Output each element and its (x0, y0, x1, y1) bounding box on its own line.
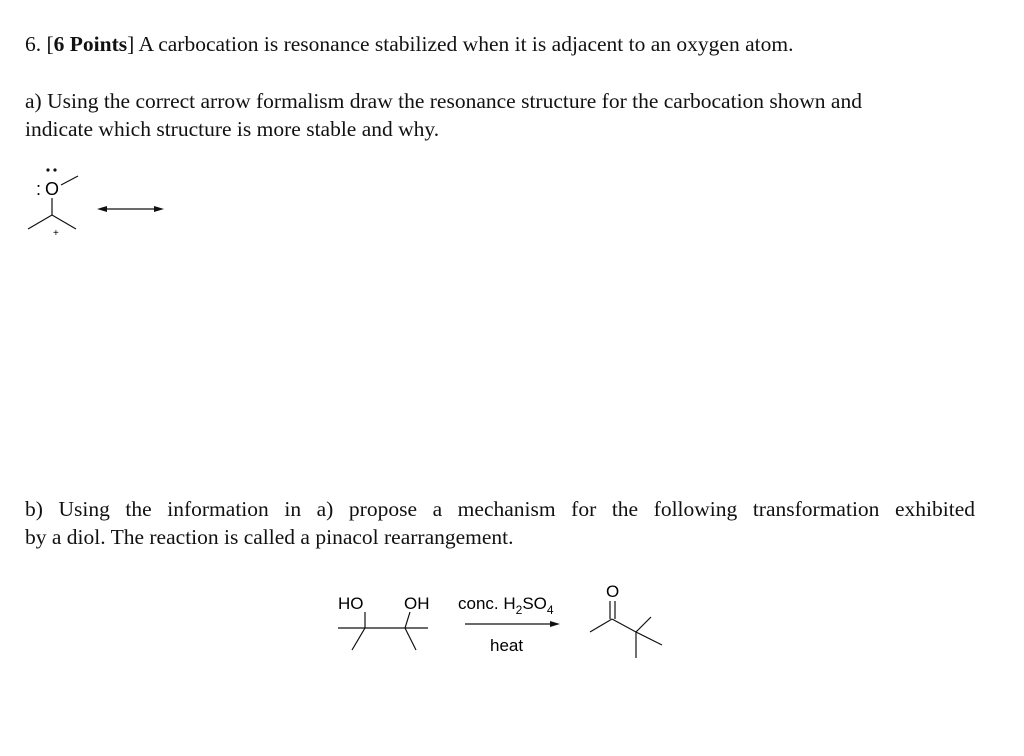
product-tbu-methyl-right (636, 632, 662, 645)
reagent-subscript-2: 2 (515, 603, 523, 617)
product-tbu-methyl-up (636, 617, 651, 632)
reaction-arrow-head (550, 621, 560, 627)
question-number: 6. (25, 32, 42, 56)
product-carbonyl-to-quaternary (612, 619, 636, 632)
reagent-label (458, 594, 554, 617)
part-a-line-1: a) Using the correct arrow formalism draw the resonance structure for the carbocation shown and (25, 89, 862, 113)
question-intro: A carbocation is resonance stabilized when it is adjacent to an oxygen atom. (138, 32, 794, 56)
question-header: 6. [6 Points] A carbocation is resonance stabilized when it is adjacent to an oxygen atom. (25, 32, 794, 56)
reactant-oh-label: OH (404, 594, 430, 613)
oxygen-lone-pair-left: : (36, 179, 42, 199)
oxygen-atom: O (45, 179, 60, 199)
reactant-ho-label: HO (338, 594, 364, 613)
part-a-line-2: indicate which structure is more stable and why. (25, 117, 440, 141)
positive-charge: + (53, 228, 59, 239)
reactant-c2-oh-bond (405, 612, 410, 628)
part-b-line-1: b) Using the information in a) propose a mechanism for the following transformation exhibited (25, 497, 975, 521)
product-methyl-bond (590, 619, 612, 632)
reagent-subscript-4: 4 (546, 603, 554, 617)
reaction-condition-label: heat (490, 636, 524, 655)
reactant-c2-methyl-down (405, 628, 416, 650)
points-label: 6 Points (53, 32, 128, 56)
reactant-c1-methyl-down (352, 628, 365, 650)
reagent-mid: SO (522, 594, 547, 613)
product-oxygen-label: O (606, 582, 620, 601)
part-b-line-2: by a diol. The reaction is called a pinacol rearrangement. (25, 525, 514, 549)
reagent-prefix: conc. H (458, 594, 516, 613)
